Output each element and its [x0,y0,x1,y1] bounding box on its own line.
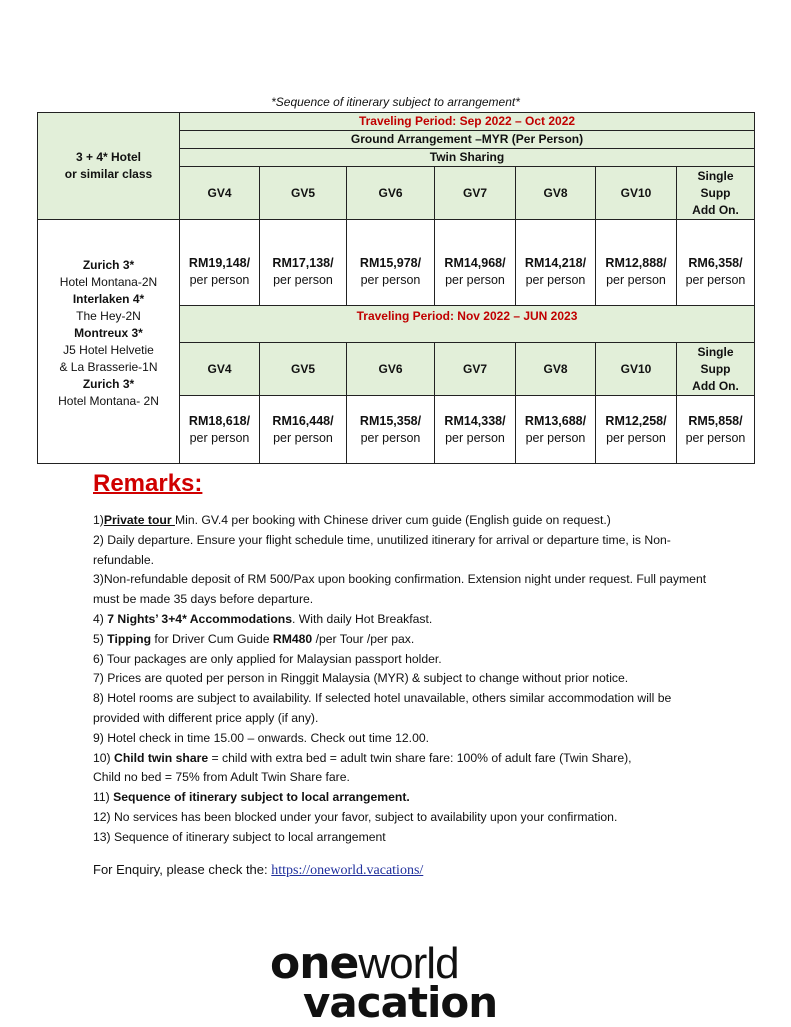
remark-9: 9) Hotel check in time 15.00 – onwards. Check out time 12.00. [93,730,430,745]
price-cell-single-supp: RM6,358/ per person [677,220,755,306]
hotel-class-line2: or similar class [64,167,153,181]
period-1-label: Traveling Period: Sep 2022 – Oct 2022 [180,113,755,131]
remark-6: 6) Tour packages are only applied for Malaysian passport holder. [93,651,442,666]
oneworld-vacation-logo: oneworld vacation [270,938,498,1027]
col-header-gv4: GV4 [180,167,260,220]
remark-1: 1)Private tour Min. GV.4 per booking with Chinese driver cum guide (English guide on request.) [93,513,611,527]
col-header-gv7: GV7 [435,167,516,220]
website-link[interactable]: https://oneworld.vacations/ [271,863,424,878]
remark-5: 5) Tipping for Driver Cum Guide RM480 /per Tour /per pax. [93,631,415,646]
col-header-gv6: GV6 [347,167,435,220]
col-header-gv10: GV10 [596,167,677,220]
period-2-label: Traveling Period: Nov 2022 – JUN 2023 [180,306,755,343]
col-header-single-supp: Single Supp Add On. [677,343,755,396]
col-header-gv10: GV10 [596,343,677,396]
remarks-heading: Remarks: [93,470,203,497]
col-header-single-supp: Single Supp Add On. [677,167,755,220]
price-cell: RM14,218/ per person [516,220,596,306]
itinerary-cell: Zurich 3* Hotel Montana-2N Interlaken 4* The Hey-2N Montreux 3* J5 Hotel Helvetie & La Brasserie-1N Zurich 3* Hotel Montana- 2N [38,220,180,464]
price-cell: RM12,888/ per person [596,220,677,306]
remarks-list [93,511,713,848]
remark-7: 7) Prices are quoted per person in Ringgit Malaysia (MYR) & subject to change without prior notice. [93,671,629,686]
remark-4: 4) 7 Nights’ 3+4* Accommodations. With daily Hot Breakfast. [93,611,433,626]
price-cell: RM13,688/ per person [516,396,596,464]
price-cell: RM18,618/ per person [180,396,260,464]
col-header-gv5: GV5 [260,167,347,220]
remark-8: 8) Hotel rooms are subject to availability. If selected hotel unavailable, others similar accommodation will be provided with different price apply (if any). [93,691,672,725]
remark-11: 11) Sequence of itinerary subject to local arrangement. [93,790,410,805]
ground-arrangement-label: Ground Arrangement –MYR (Per Person) [180,131,755,149]
price-cell: RM15,978/ per person [347,220,435,306]
hotel-class-cell [38,113,180,220]
col-header-gv8: GV8 [516,343,596,396]
col-header-gv8: GV8 [516,167,596,220]
hotel-class-line1: 3 + 4* Hotel [75,150,142,164]
price-cell: RM15,358/ per person [347,396,435,464]
remark-12: 12) No services has been blocked under your favor, subject to availability upon your confirmation. [93,809,618,824]
price-cell: RM17,138/ per person [260,220,347,306]
remark-3: 3)Non-refundable deposit of RM 500/Pax upon booking confirmation. Extension night under request. Full payment must be made 35 days before departure. [93,572,707,607]
itinerary-note: *Sequence of itinerary subject to arrangement* [271,95,520,109]
remark-10: 10) Child twin share = child with extra bed = adult twin share fare: 100% of adult fare (Twin Share), Child no bed = 75% from Adult Twin Share fare. [93,750,632,785]
price-cell: RM16,448/ per person [260,396,347,464]
enquiry-line [93,862,423,879]
price-cell: RM12,258/ per person [596,396,677,464]
col-header-gv6: GV6 [347,343,435,396]
col-header-gv7: GV7 [435,343,516,396]
remark-2: 2) Daily departure. Ensure your flight schedule time, unutilized itinerary for arrival or departure time, is Non-refundable. [93,532,671,567]
price-cell: RM14,338/ per person [435,396,516,464]
col-header-gv5: GV5 [260,343,347,396]
price-cell: RM14,968/ per person [435,220,516,306]
price-cell: RM19,148/ per person [180,220,260,306]
price-table [37,112,755,464]
price-cell-single-supp: RM5,858/ per person [677,396,755,464]
col-header-gv4: GV4 [180,343,260,396]
remark-13: 13) Sequence of itinerary subject to local arrangement [93,829,386,844]
enquiry-label: For Enquiry, please check the: [93,862,272,877]
twin-sharing-label: Twin Sharing [180,149,755,167]
